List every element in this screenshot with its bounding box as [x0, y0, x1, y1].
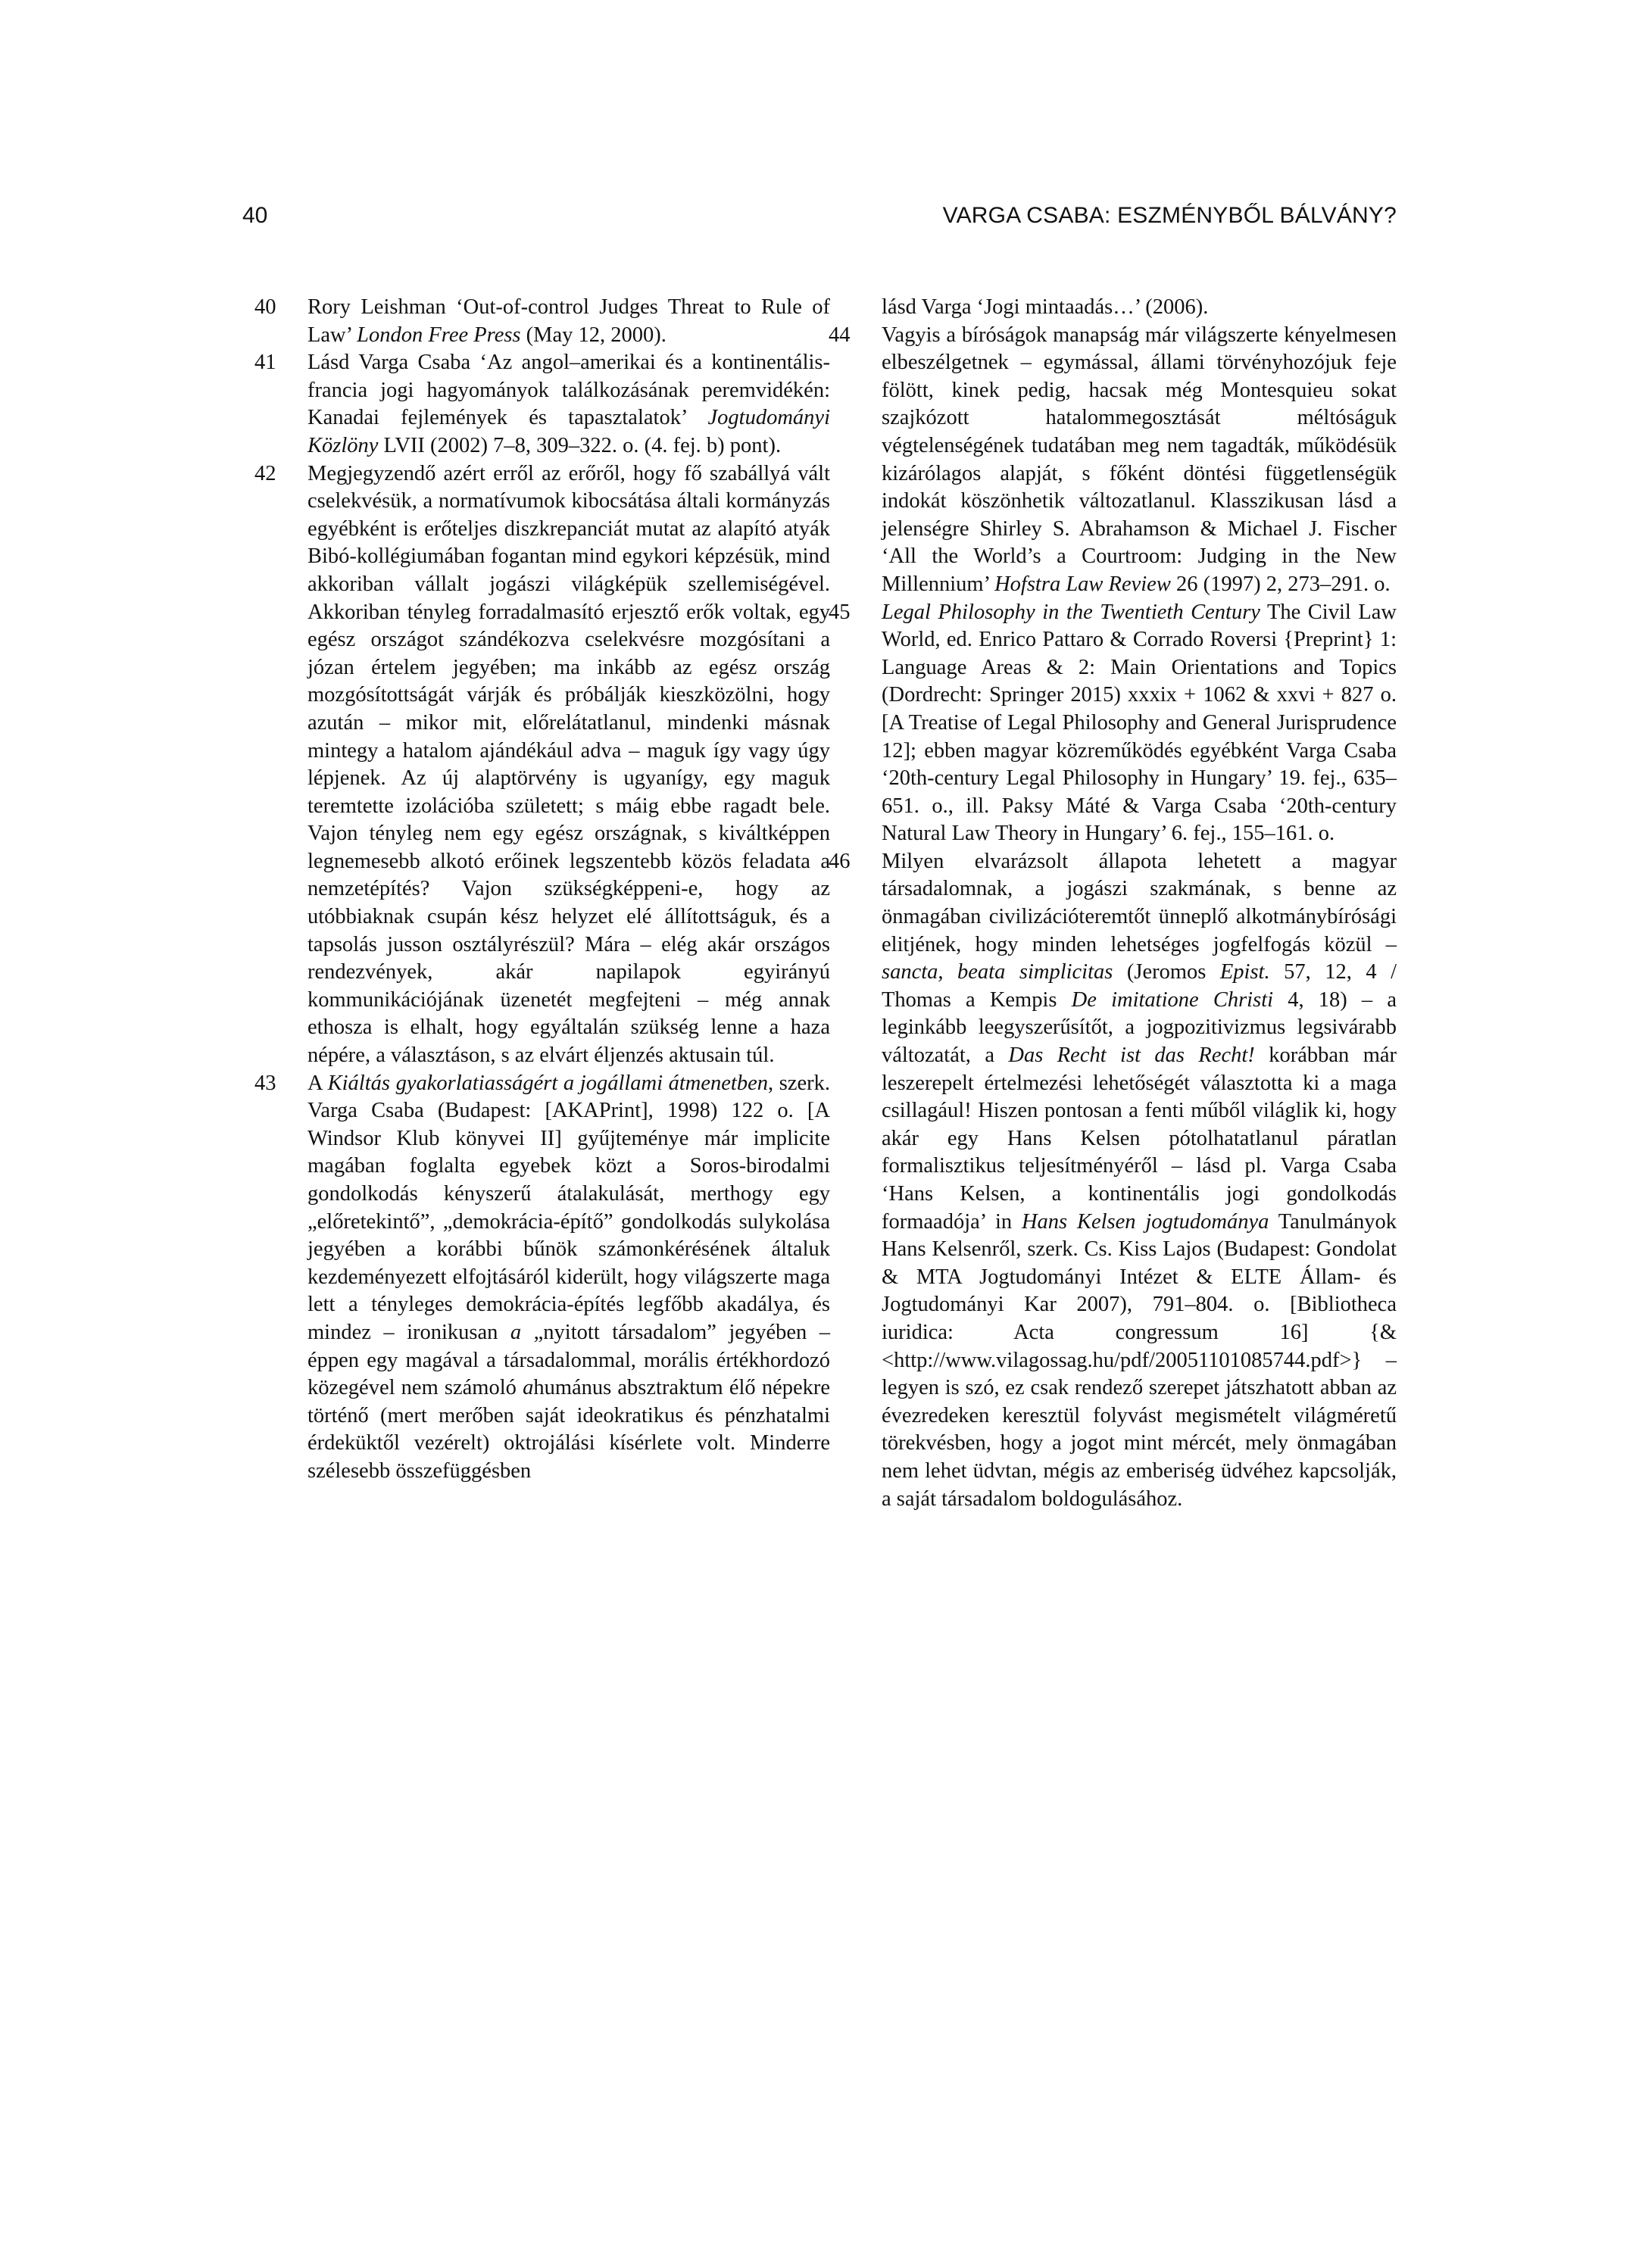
footnote-text: , szerk. Varga Csaba (Budapest: [AKAPrint], 1998) 122 o. [A Windsor Klub könyvei II] gyűjteménye már implicite magában foglalta egyebek közt a Soros-birodalmi gondolkodás kényszerű átalakulását, merthogy egy „előretekintő”, „demokrácia-építő” gondolkodás sulykolása jegyében a korábbi bűnök számonkérésének általuk kezdeményezett elfojtásáról kiderült, hogy világszerte maga lett a tényleges demokrácia-építés legfőbb akadálya, és mindez – ironikusan	[307, 1071, 831, 1344]
page-number: 40	[242, 203, 268, 228]
right-column	[829, 294, 1397, 1513]
footnote-number: 46	[829, 849, 851, 873]
footnote-italic: Hans Kelsen jogtudománya	[1021, 1209, 1269, 1234]
footnote-italic: Epist.	[1219, 960, 1270, 984]
footnote-italic: De imitatione Christi	[1071, 987, 1274, 1012]
footnote-text: lásd Varga ‘Jogi mintaadás…’ (2006).	[882, 295, 1209, 319]
footnote-italic: a	[510, 1320, 522, 1344]
footnote-italic: a	[523, 1376, 534, 1400]
footnote-text: A	[307, 1071, 328, 1095]
footnote-text: (May 12, 2000).	[520, 323, 666, 347]
footnote-text: korábban már leszerepelt értelmezési lehetőségét választotta ki a maga csillagául! Hiszen pontosan a fenti műből világlik ki, hogy akár egy Hans Kelsen pótolhatatlanul páratlan formalisztikus teljesítményéről – lásd pl. Varga Csaba ‘Hans Kelsen, a kontinentális jogi gondolkodás formaadója’ in	[882, 1044, 1397, 1234]
footnote-text: Rory Leishman ‘Out-of-control Judges Threat to Rule of Law’	[307, 295, 830, 347]
footnote-text: Milyen elvarázsolt állapota lehetett a magyar társadalomnak, a jogászi szakmának, s benne az önmagában civilizációteremtőt ünneplő alkotmánybírósági elitjének, hogy minden lehetséges jogfelfogás közül –	[882, 849, 1397, 956]
footnote-italic: Das Recht ist das Recht!	[1008, 1044, 1255, 1068]
footnote-italic: Jogtudományi Közlöny	[307, 406, 830, 457]
footnote-number: 40	[254, 295, 276, 319]
footnote-text: Lásd Varga Csaba ‘Az angol–amerikai és a kontinentális-francia jogi hagyományok találkozásának peremvidékén: Kanadai fejlemények és tapasztalatok’	[307, 351, 830, 430]
footnote-text: 4, 18) – a leginkább leegyszerűsítőt, a jogpozitivizmus legsivárabb változatát, a	[882, 987, 1397, 1068]
footnote-italic: sancta, beata simplicitas	[882, 960, 1113, 984]
running-head: VARGA CSABA: ESZMÉNYBŐL BÁLVÁNY?	[942, 203, 1397, 228]
footnote-italic: Kiáltás gyakorlatiasságért a jogállami átmenetben	[327, 1071, 769, 1095]
footnote-41	[254, 349, 830, 460]
footnote-45	[829, 599, 1397, 848]
left-column	[254, 294, 830, 1486]
footnote-text: Tanulmányok Hans Kelsenről, szerk. Cs. Kiss Lajos (Budapest: Gondolat & MTA Jogtudományi Intézet & ELTE Állam- és Jogtudományi Kar 2007), 791–804. o. [Bibliotheca iuridica: Acta congressum 16] {& <http://www.vilagossag.hu/pdf/20051101085744.pdf>} – legyen is szó, ez csak rendező szerepet játszhatott abban az évezredeken keresztül folyvást megismételt világméretű törekvésben, hogy a jogot mint mércét, mely önmagában nem lehet üdvtan, mégis az emberiség üdvéhez kapcsolják, a saját társadalom boldogulásához.	[882, 1209, 1397, 1511]
footnote-text: LVII (2002) 7–8, 309–322. o. (4. fej. b) pont).	[378, 433, 782, 457]
footnote-continuation	[829, 294, 1397, 322]
footnote-italic: London Free Press	[357, 323, 521, 347]
footnote-text: „nyitott társadalom” jegyében – éppen egy magával a társadalommal, morális értékhordozó közegével nem számoló	[307, 1320, 830, 1400]
footnote-text: humánus absztraktum élő népekre történő (mert merőben saját ideokratikus és pénzhatalmi érdeküktől vezérelt) oktrojálási kísérlete volt. Minderre szélesebb összefüggésben	[307, 1376, 831, 1483]
footnote-number: 41	[254, 351, 276, 375]
footnote-43	[254, 1070, 830, 1486]
footnote-42	[254, 460, 830, 1070]
footnote-text: 26 (1997) 2, 273–291. o.	[1170, 572, 1391, 596]
footnote-italic: Legal Philosophy in the Twentieth Century	[882, 600, 1260, 624]
footnote-number: 44	[829, 323, 851, 347]
footnote-text: 57, 12, 4 / Thomas a Kempis	[882, 960, 1397, 1012]
footnote-46	[829, 848, 1397, 1513]
footnote-text: The Civil Law World, ed. Enrico Pattaro & Corrado Roversi {Preprint} 1: Language Areas & 2: Main Orientations and Topics (Dordrecht: Springer 2015) xxxix + 1062 & xxvi + 827 o. [A Treatise of Legal Philosophy and General Jurisprudence 12]; ebben magyar közreműködés egyébként Varga Csaba ‘20th-century Legal Philosophy in Hungary’ 19. fej., 635–651. o., ill. Paksy Máté & Varga Csaba ‘20th-century Natural Law Theory in Hungary’ 6. fej., 155–161. o.	[882, 600, 1397, 846]
footnote-text: Vagyis a bíróságok manapság már világszerte kényelmesen elbeszélgetnek – egymással, állami törvényhozójuk feje fölött, kinek pedig, hacsak még Montesquieu sokat szajkózott hatalommegosztását méltóságuk végtelenségének tudatában meg nem tagadták, működésük kizárólagos alapját, s főként döntési függetlenségük indokát köszönhetik változatlanul. Klasszikusan lásd a jelenségre Shirley S. Abrahamson & Michael J. Fischer ‘All the World’s a Courtroom: Judging in the New Millennium’	[882, 323, 1397, 596]
footnote-number: 42	[254, 461, 276, 485]
footnote-text: Megjegyzendő azért erről az erőről, hogy fő szabállyá vált cselekvésük, a normatívumok kibocsátása általi kormányzás egyébként is erőteljes diszkrepanciát mutat az alapító atyák Bibó-kollégiumában fogantan mind egykori képzésük, mind akkoriban vállalt jogászi világképük szellemiségével. Akkoriban tényleg forradalmasító erjesztő erők voltak, egy egész országot szándékozva cselekvésre mozgósítani a józan értelem jegyében; ma inkább az egész ország mozgósítottságát várják és próbálják kieszközölni, hogy azután – mikor mit, előrelátatlanul, mindenki másnak mintegy a hatalom ajándékául adva – maguk így vagy úgy lépjenek. Az új alaptörvény is ugyanígy, egy maguk teremtette izolációba született; s máig ebbe ragadt bele. Vajon tényleg nem egy egész országnak, s kiváltképpen legnemesebb alkotó erőinek legszentebb közös feladata a nemzetépítés? Vajon szükségképpeni-e, hogy az utóbbiaknak csupán kész helyzet elé állítottságuk, és a tapsolás jusson osztályrészül? Mára – elég akár országos rendezvények, akár napilapok egyirányú kommunikációjának üzenetét megfejteni – még annak ethosza is elhalt, hogy egyáltalán szükség lenne a haza népére, a választáson, s az elvárt éljenzés aktusain túl.	[307, 461, 830, 1068]
footnote-number: 43	[254, 1071, 276, 1095]
footnote-40	[254, 294, 830, 349]
footnote-number: 45	[829, 600, 851, 624]
footnote-italic: Hofstra Law Review	[994, 572, 1171, 596]
footnote-44	[829, 322, 1397, 599]
footnote-text: (Jeromos	[1113, 960, 1220, 984]
